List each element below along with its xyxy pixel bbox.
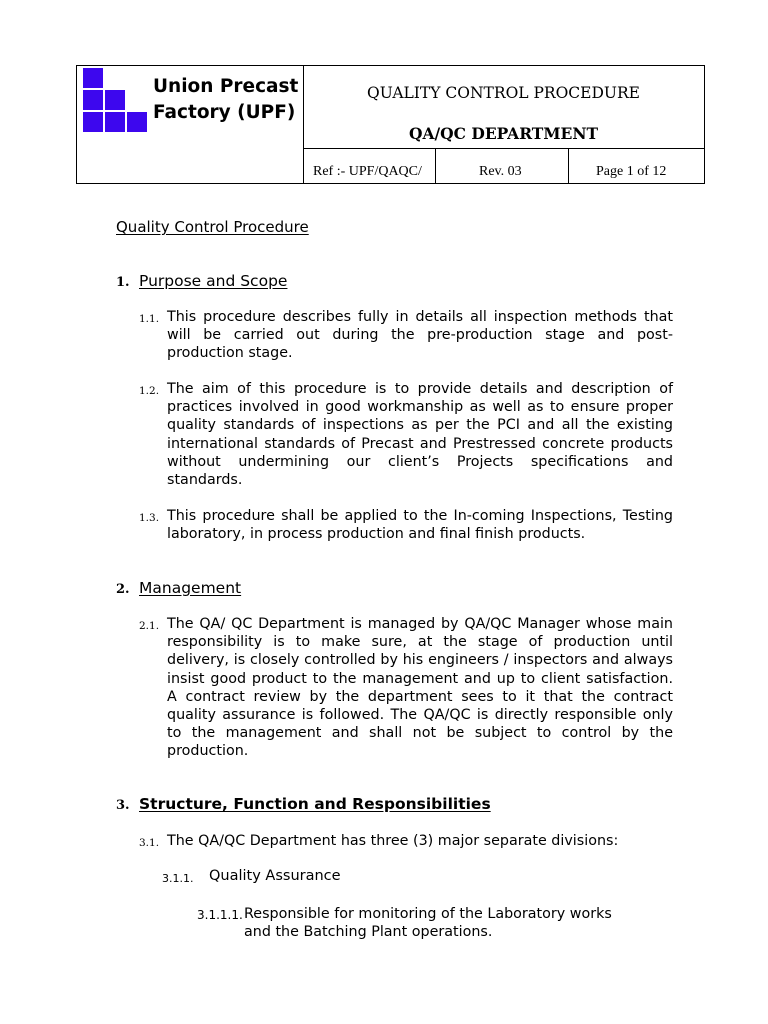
item-1-1-text: This procedure describes fully in details all inspection methods that will be carried out during the pre-production stage and post-production stage. bbox=[167, 309, 673, 362]
item-2-1-number: 2.1. bbox=[139, 620, 160, 632]
revision-number: Rev. 03 bbox=[436, 148, 569, 183]
reference-row bbox=[303, 148, 704, 183]
section-1-title: Purpose and Scope bbox=[139, 272, 288, 290]
company-name-line2: Factory (UPF) bbox=[153, 102, 296, 123]
item-1-2-text: The aim of this procedure is to provide details and description of practices involved in good workmanship as well as to ensure proper quality standards of inspections as per the PCI and all the existing international standards of Precast and Prestressed concrete products without undermining our client’s Projects specifications and standards. bbox=[167, 381, 673, 489]
item-3-1-text: The QA/QC Department has three (3) major separate divisions: bbox=[167, 833, 619, 849]
document-title: Quality Control Procedure bbox=[116, 218, 309, 236]
document-header bbox=[76, 65, 705, 184]
item-3-1-1-number: 3.1.1. bbox=[162, 872, 194, 885]
section-2-title: Management bbox=[139, 579, 242, 597]
item-3-1-number: 3.1. bbox=[139, 837, 160, 849]
company-logo-icon bbox=[83, 68, 149, 132]
item-3-1-1-title: Quality Assurance bbox=[209, 868, 341, 884]
item-1-3-text: This procedure shall be applied to the In-coming Inspections, Testing laboratory, in process production and final finish products. bbox=[167, 508, 673, 543]
section-2-number: 2. bbox=[116, 582, 130, 597]
department-title: QA/QC DEPARTMENT bbox=[408, 124, 599, 143]
company-name bbox=[153, 74, 298, 126]
reference-number: Ref :- UPF/QAQC/ bbox=[303, 148, 436, 183]
procedure-title: QUALITY CONTROL PROCEDURE bbox=[367, 84, 640, 102]
section-3-number: 3. bbox=[116, 798, 130, 813]
section-3-title: Structure, Function and Responsibilities bbox=[139, 795, 491, 813]
item-1-2-number: 1.2. bbox=[139, 385, 160, 397]
section-1-number: 1. bbox=[116, 275, 130, 290]
item-3-1-1-1-number: 3.1.1.1. bbox=[197, 908, 243, 922]
item-1-3-number: 1.3. bbox=[139, 512, 160, 524]
company-name-line1: Union Precast bbox=[153, 76, 299, 97]
page-number: Page 1 of 12 bbox=[596, 164, 667, 179]
item-2-1-text: The QA/ QC Department is managed by QA/QC Manager whose main responsibility is to make sure, at the stage of production until delivery, is closely controlled by his engineers / inspectors and always insist good product to the management and up to client satisfaction. A contract review by the department sees to it that the contract quality assurance is followed. The QA/QC is directly responsible only to the management and shall not be subject to control by the production. bbox=[167, 616, 673, 760]
item-3-1-1-1-line2: and the Batching Plant operations. bbox=[244, 924, 493, 940]
company-logo-cell bbox=[77, 66, 304, 183]
item-3-1-1-1-line1: Responsible for monitoring of the Laboratory works bbox=[244, 906, 612, 922]
item-1-1-number: 1.1. bbox=[139, 313, 160, 325]
title-cell bbox=[303, 66, 704, 149]
item-3-1-1-1-text bbox=[197, 905, 673, 941]
